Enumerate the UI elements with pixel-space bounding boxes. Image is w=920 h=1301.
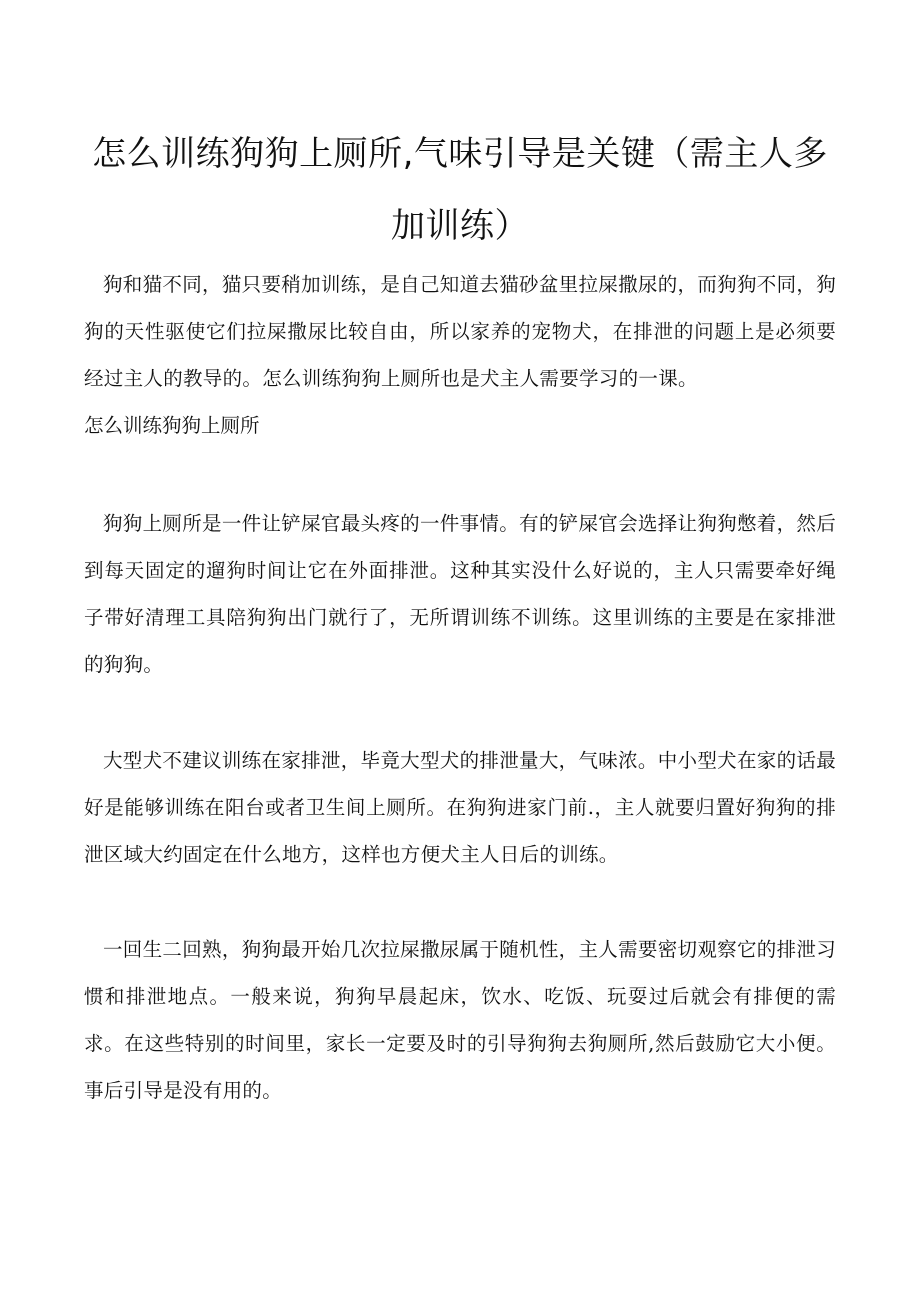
section-subheading: 怎么训练狗狗上厕所 xyxy=(84,414,260,437)
body-paragraph-2: 狗狗上厕所是一件让铲屎官最头疼的一件事情。有的铲屎官会选择让狗狗憋着，然后到每天固定的遛狗时间让它在外面排泄。这种其实没什么好说的，主人只需要牵好绳子带好清理工具陪狗狗出门就行了，无所谓训练不训练。这里训练的主要是在家排泄的狗狗。 xyxy=(84,512,836,676)
body-paragraph-4: 一回生二回熟，狗狗最开始几次拉屎撒尿属于随机性，主人需要密切观察它的排泄习惯和排泄地点。一般来说，狗狗早晨起床，饮水、吃饭、玩耍过后就会有排便的需求。在这些特别的时间里，家长一定要及时的引导狗狗去狗厕所,然后鼓励它大小便。事后引导是没有用的。 xyxy=(84,938,836,1102)
body-paragraph-3: 大型犬不建议训练在家排泄，毕竟大型犬的排泄量大，气味浓。中小型犬在家的话最好是能够训练在阳台或者卫生间上厕所。在狗狗进家门前.，主人就要归置好狗狗的排泄区域大约固定在什么地方，这样也方便犬主人日后的训练。 xyxy=(84,749,836,866)
document-title-line-2: 加训练） xyxy=(391,206,529,246)
intro-paragraph: 狗和猫不同，猫只要稍加训练，是自己知道去猫砂盆里拉屎撒尿的，而狗狗不同，狗狗的天性驱使它们拉屎撒尿比较自由，所以家养的宠物犬，在排泄的问题上是必须要经过主人的教导的。怎么训练狗狗上厕所也是犬主人需要学习的一课。 xyxy=(84,273,836,390)
document-title-line-1: 怎么训练狗狗上厕所,气味引导是关键（需主人多 xyxy=(92,134,828,174)
